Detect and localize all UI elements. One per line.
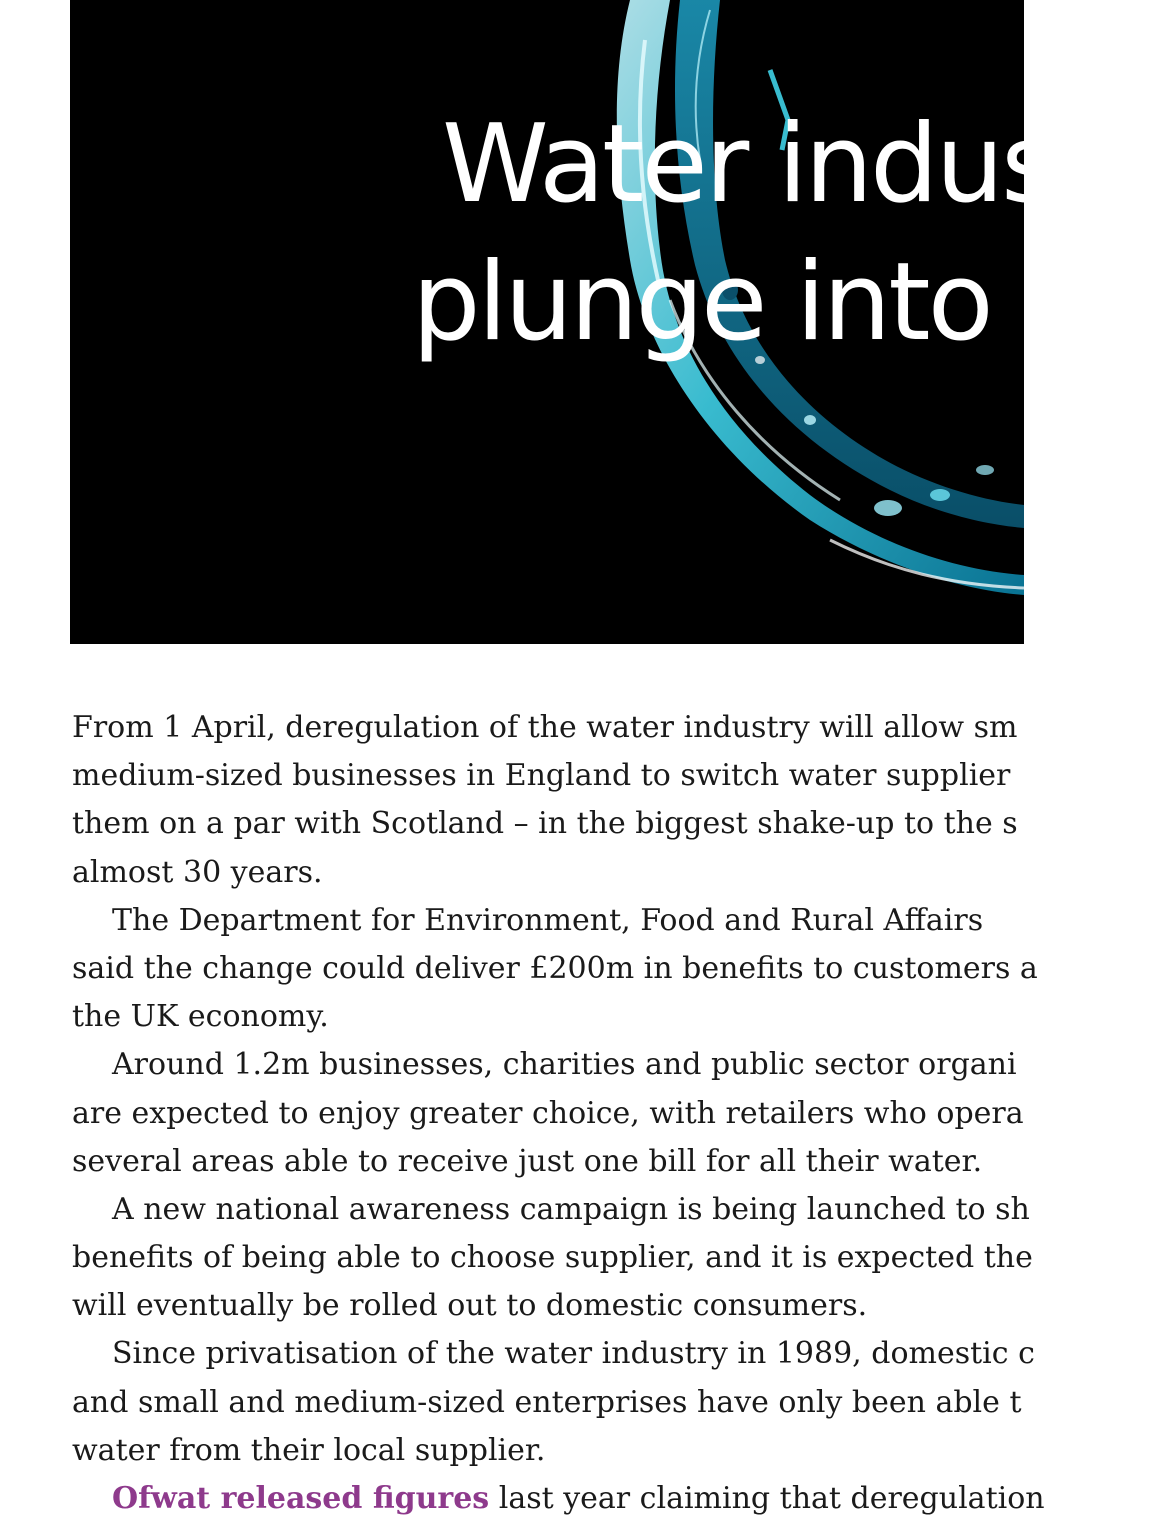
text-line: said the change could deliver £200m in benefits to customers a: [72, 950, 1038, 986]
hero-title-line-1: Water indust: [442, 102, 1094, 227]
hero-title-line-2: plunge into c: [412, 240, 1079, 365]
text-line: will eventually be rolled out to domestic consumers.: [72, 1288, 868, 1324]
text-line: are expected to enjoy greater choice, with retailers who opera: [72, 1095, 1024, 1131]
text-line: A new national awareness campaign is being launched to sh: [112, 1191, 1030, 1227]
text-line: Around 1.2m businesses, charities and public sector organi: [112, 1047, 1017, 1083]
text-line: water from their local supplier.: [72, 1432, 546, 1468]
ofwat-figures-link[interactable]: Ofwat released figures: [112, 1481, 490, 1516]
paragraph-5: [72, 1330, 1172, 1475]
text-line: From 1 April, deregulation of the water industry will allow sm: [72, 710, 1018, 745]
text-line: and small and medium-sized enterprises have only been able t: [72, 1384, 1022, 1420]
text-line: medium-sized businesses in England to switch water supplier: [72, 758, 1011, 794]
paragraph-1: [72, 704, 1172, 897]
text-line: the UK economy.: [72, 999, 329, 1035]
text-line: almost 30 years.: [72, 854, 323, 890]
text-line: Since privatisation of the water industry in 1989, domestic c: [112, 1336, 1035, 1372]
paragraph-3: [72, 1041, 1172, 1186]
paragraph-6: [72, 1475, 1172, 1523]
article-body: [72, 704, 1172, 1523]
paragraph-4: [72, 1186, 1172, 1331]
text-line: them on a par with Scotland – in the biggest shake-up to the s: [72, 806, 1018, 842]
text-line: The Department for Environment, Food and Rural Affairs: [112, 902, 984, 938]
hero-banner: [70, 0, 1094, 644]
text-line: benefits of being able to choose supplier, and it is expected the: [72, 1240, 1033, 1276]
text-line: several areas able to receive just one bill for all their water.: [72, 1143, 983, 1179]
text-line-rest: last year claiming that deregulation: [489, 1481, 1045, 1516]
paragraph-2: [72, 897, 1172, 1042]
hero-title: [70, 96, 1094, 396]
text-line: [72, 1475, 1172, 1523]
